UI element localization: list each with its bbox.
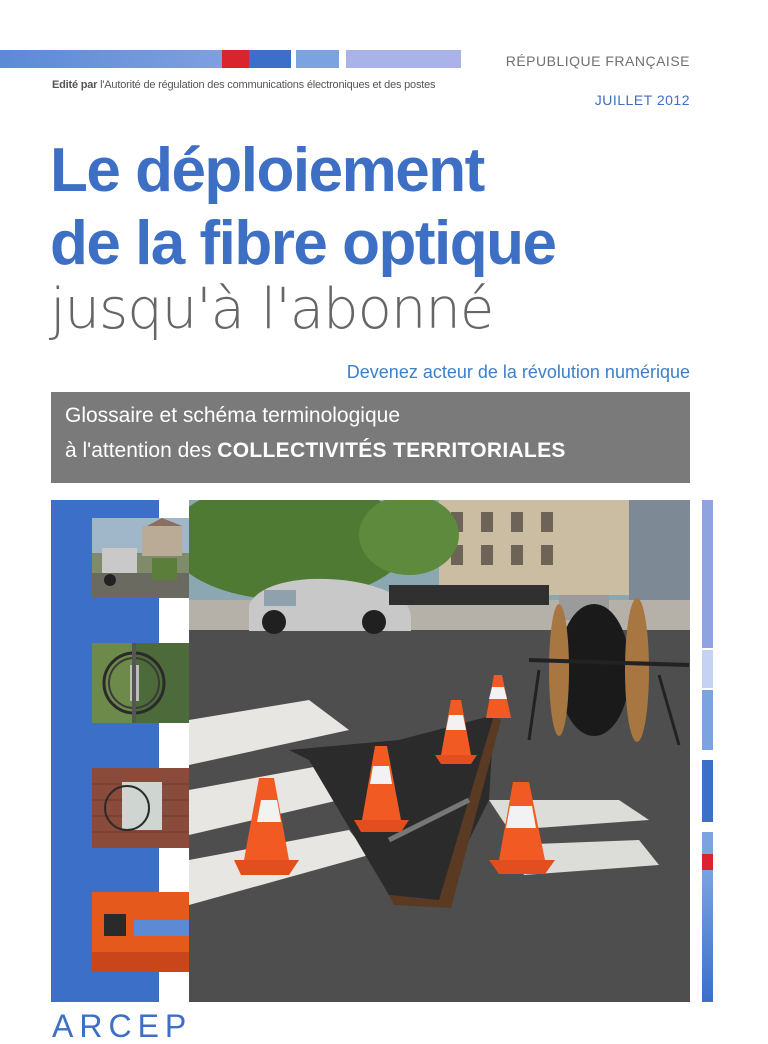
thumb-orange-equipment — [92, 892, 194, 972]
right-strip-blue — [702, 760, 713, 822]
glossary-banner — [51, 392, 690, 483]
main-photo-street-works — [189, 500, 690, 1002]
tagline: Devenez acteur de la révolution numérique — [346, 362, 690, 382]
header-color-bar-darkblue — [249, 50, 291, 68]
header-color-bar-blue — [0, 50, 222, 68]
arcep-logo-text: ARCEP — [52, 1008, 193, 1044]
publisher-name: l'Autorité de régulation des communications électroniques et des postes — [97, 79, 436, 91]
title-line-1: Le déploiement — [50, 136, 484, 205]
publisher-prefix: Edité par — [52, 79, 98, 91]
publisher-line — [52, 79, 435, 91]
right-strip-blue-2 — [702, 870, 713, 1002]
banner-line-2-bold: COLLECTIVITÉS TERRITORIALES — [217, 439, 566, 462]
right-strip-red — [702, 854, 713, 870]
header-color-bar-red — [222, 50, 249, 68]
republique-francaise-label: RÉPUBLIQUE FRANÇAISE — [505, 53, 690, 69]
header-color-bar-lilac — [346, 50, 461, 68]
right-strip-pale — [702, 650, 713, 688]
thumb-fiber-cable-coil — [92, 643, 194, 723]
right-strip-lightblue-2 — [702, 832, 713, 854]
right-strip-lightblue — [702, 690, 713, 750]
thumb-cement-truck — [92, 518, 194, 598]
publication-date: JUILLET 2012 — [594, 92, 690, 108]
header-color-bar-lightblue — [296, 50, 339, 68]
right-strip-lilac — [702, 500, 713, 648]
banner-line-2-prefix: à l'attention des — [65, 439, 218, 462]
thumb-wall-junction-box — [92, 768, 194, 848]
banner-line-2 — [65, 439, 566, 463]
banner-line-1: Glossaire et schéma terminologique — [65, 404, 400, 427]
title-line-2: de la fibre optique — [50, 209, 556, 278]
title-line-3: jusqu'à l'abonné — [50, 277, 494, 342]
